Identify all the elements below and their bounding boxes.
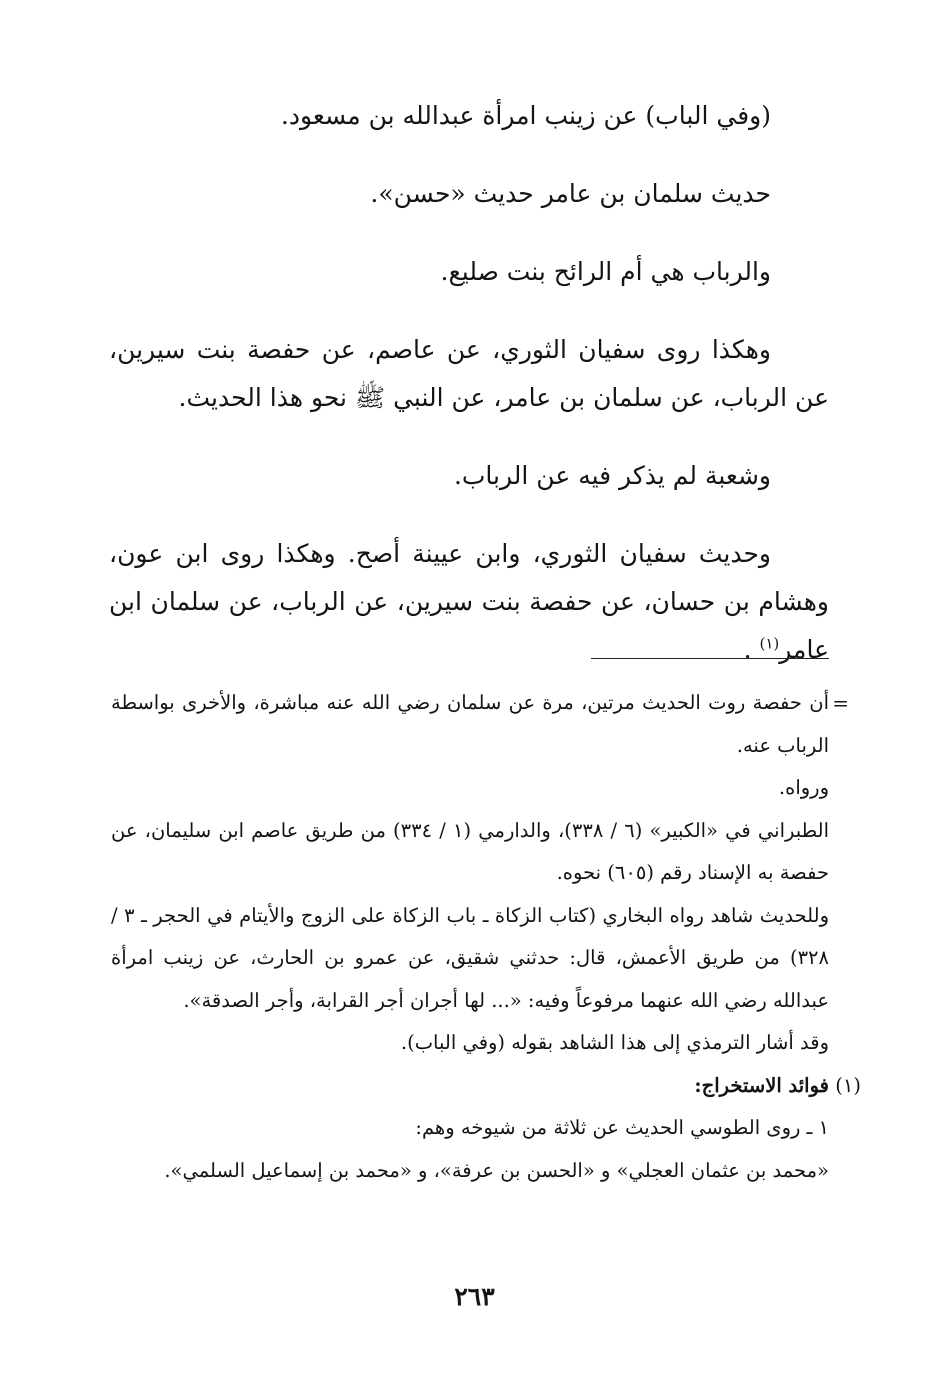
paragraph-6-text: وحديث سفيان الثوري، وابن عيينة أصح. وهكذا روى ابن عون، وهشام بن حسان، عن حفصة بنت سيرين، عن الرباب، عن سلمان ابن عامر xyxy=(109,539,829,664)
footnote-separator xyxy=(591,658,829,659)
page-number: ٢٦٣ xyxy=(454,1282,495,1311)
footnote-number: (١) xyxy=(835,1073,861,1097)
footnote-line-3: الطبراني في «الكبير» (٦ / ٣٣٨)، والدارمي (١ / ٣٣٤) من طريق عاصم ابن سليمان، عن حفصة به الإسناد رقم (٦٠٥) نحوه. xyxy=(111,818,829,884)
footnote-heading-text: فوائد الاستخراج: xyxy=(694,1073,829,1097)
footnote-heading xyxy=(111,1065,861,1108)
footnotes-section xyxy=(111,682,861,1192)
paragraph-3: والرباب هي أم الرائح بنت صليع. xyxy=(440,257,771,286)
footnote-line-2: ورواه. xyxy=(778,776,829,799)
paragraph-6 xyxy=(109,530,829,674)
continuation-mark: = xyxy=(832,691,849,715)
footnote-line-5: وقد أشار الترمذي إلى هذا الشاهد بقوله (وفي الباب). xyxy=(400,1031,829,1054)
footnote-line-7: «محمد بن عثمان العجلي» و «الحسن بن عرفة»، و «محمد بن إسماعيل السلمي». xyxy=(164,1158,829,1182)
paragraph-5: وشعبة لم يذكر فيه عن الرباب. xyxy=(453,461,771,490)
paragraph-6-end: . xyxy=(743,635,760,664)
footnote-line-4: وللحديث شاهد رواه البخاري (كتاب الزكاة ـ باب الزكاة على الزوج والأيتام في الحجر ـ ٣ / ٣٢٨) من طريق الأعمش، قال: حدثني شقيق، عن عمرو بن الحارث، عن زينب امرأة عبدالله رضي الله عنهما مرفوعاً وفيه: «... لها أجران أجر القرابة، وأجر الصدقة». xyxy=(111,903,829,1012)
footnote-line-1: أن حفصة روت الحديث مرتين، مرة عن سلمان رضي الله عنه مباشرة، والأخرى بواسطة الرباب عنه. xyxy=(111,691,829,757)
paragraph-1: (وفي الباب) عن زينب امرأة عبدالله بن مسعود. xyxy=(280,101,771,130)
paragraph-2: حديث سلمان بن عامر حديث «حسن». xyxy=(370,179,771,208)
footnote-line-6: ١ ـ روى الطوسي الحديث عن ثلاثة من شيوخه وهم: xyxy=(415,1116,829,1139)
main-text-body xyxy=(109,92,829,704)
footnote-reference[interactable]: (١) xyxy=(759,634,780,653)
paragraph-4: وهكذا روى سفيان الثوري، عن عاصم، عن حفصة بنت سيرين، عن الرباب، عن سلمان بن عامر، عن النبي ﷺ نحو هذا الحديث. xyxy=(109,335,829,412)
